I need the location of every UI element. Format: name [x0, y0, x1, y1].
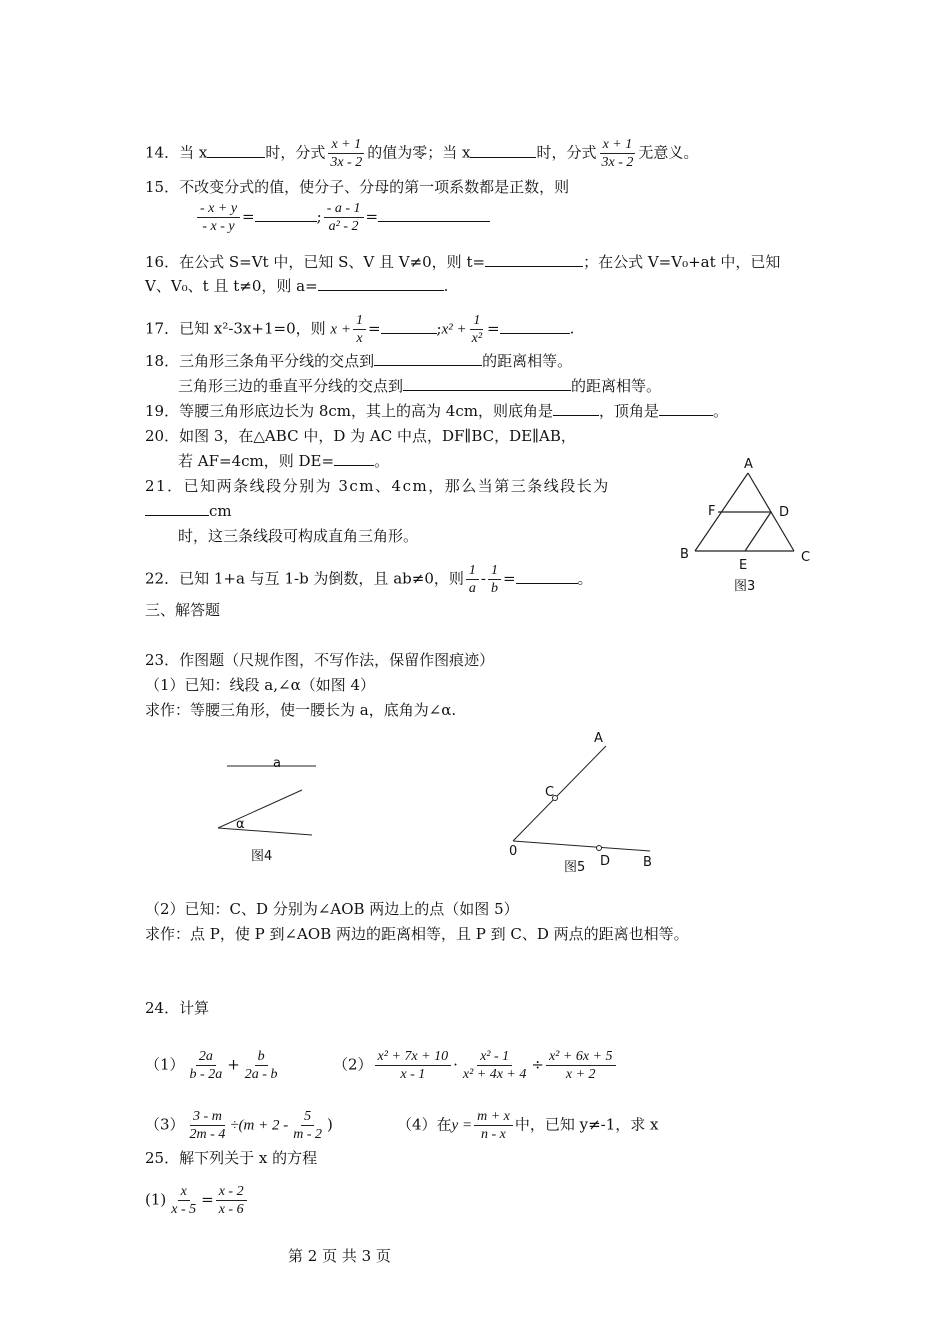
question-23: 23．作图题（尺规作图，不写作法，保留作图痕迹） [145, 651, 495, 669]
answer-blank[interactable] [381, 319, 437, 334]
question-16: 16．在公式 S=Vt 中，已知 S、V 且 V≠0，则 t= ；在公式 V=V₀+at 中，已知 [145, 253, 781, 271]
answer-blank[interactable] [516, 569, 578, 584]
question-23-part2-task: 求作：点 P，使 P 到∠AOB 两边的距离相等，且 P 到 C、D 两点的距离也相等。 [145, 925, 689, 943]
question-15-fractions: $\frac{- x + y}{- x - y}$ = ; $\frac{- a - 1}{\text{a² - 2}}$ = [195, 200, 490, 235]
question-24-part1: （1） $\frac{2a}{b - 2a}$ + $\frac{b}{2a - b}$ [145, 1049, 278, 1082]
question-19: 19．等腰三角形底边长为 8cm，其上的高为 4cm，则底角是 ，顶角是 。 [145, 402, 728, 420]
question-21-line2: cm [145, 501, 232, 521]
figure-5-caption: 图5 [564, 860, 586, 875]
question-23-part1: （1）已知：线段 a,∠α（如图 4） [145, 676, 376, 694]
label-D: D [600, 854, 611, 869]
question-16-line2: V、V₀、t 且 t≠0，则 a= . [145, 277, 449, 295]
answer-blank[interactable] [378, 207, 490, 222]
question-25-part1: (1) $\frac{x}{x - 5}$ = $\frac{x - 2}{x - 6}$ [145, 1183, 249, 1218]
answer-blank[interactable] [334, 451, 374, 466]
label-a: a [273, 756, 281, 771]
angle-ray-upper [218, 790, 302, 828]
ray-ob [513, 841, 650, 851]
label-D: D [779, 505, 790, 520]
figure-4-caption: 图4 [251, 849, 273, 864]
label-B: B [643, 855, 652, 870]
answer-blank[interactable] [255, 207, 317, 222]
question-24-part2: （2） $\frac{\text{x² + 7x + 10}}{x - 1}$ · $\frac{\text{x² - 1}}{\text{x² + 4x + 4}}$ ÷ $\frac{\text{x² + 6x + 5}}{x + 2}$ [333, 1048, 618, 1083]
question-24-part4: （4）在y = $\frac{m + x}{n - x}$ 中，已知 y≠-1，求 x [397, 1109, 659, 1142]
question-21-line3: 时，这三条线段可构成直角三角形。 [178, 527, 419, 545]
figure-3 [670, 448, 830, 598]
answer-blank[interactable] [553, 401, 599, 416]
fraction: $\frac{x + 1}{3x - 2}$ [330, 137, 363, 170]
question-15: 15．不改变分式的值，使分子、分母的第一项系数都是正数，则 [145, 178, 570, 196]
label-E: E [739, 558, 748, 573]
answer-blank[interactable] [659, 401, 713, 416]
angle-ray-lower [218, 828, 312, 835]
question-18: 18．三角形三条角平分线的交点到 的距离相等。 [145, 352, 573, 370]
figure-5 [500, 725, 670, 875]
question-23-part1-task: 求作：等腰三角形，使一腰长为 a，底角为∠α. [145, 701, 457, 719]
answer-blank[interactable] [500, 319, 570, 334]
ray-oa [513, 746, 606, 841]
question-21: 21．已知两条线段分别为 3cm、4cm，那么当第三条线段长为 [145, 477, 610, 495]
question-18-line2: 三角形三边的垂直平分线的交点到 的距离相等。 [178, 377, 662, 395]
figure-4 [210, 748, 330, 868]
answer-blank[interactable] [145, 501, 209, 516]
point-D [597, 846, 602, 851]
question-24: 24．计算 [145, 999, 210, 1017]
question-23-part2: （2）已知：C、D 分别为∠AOB 两边上的点（如图 5） [145, 900, 519, 918]
segment-de [745, 512, 771, 551]
question-20: 20．如图 3，在△ABC 中，D 为 AC 中点，DF∥BC，DE∥AB， [145, 427, 576, 445]
answer-blank[interactable] [374, 351, 482, 366]
fraction: $\frac{x + 1}{3x - 2}$ [601, 137, 634, 170]
question-25: 25．解下列关于 x 的方程 [145, 1149, 318, 1167]
answer-blank[interactable] [470, 143, 536, 158]
question-14: 14．当 x 时，分式 $\frac{x + 1}{3x - 2}$ 的值为零；当 x 时，分式 $\frac{x + 1}{3x - 2}$ 无意义。 [145, 137, 699, 170]
question-17: 17．已知 x²-3x+1=0，则 x + $\frac{1}{x}$ = ;x² + $\frac{1}{\text{x²}}$ = . [145, 313, 575, 346]
figure-3-caption: 图3 [734, 579, 756, 594]
section-title: 三、解答题 [145, 601, 221, 619]
page-footer: 第 2 页 共 3 页 [288, 1247, 391, 1265]
label-C: C [545, 785, 555, 800]
label-O: 0 [509, 844, 518, 859]
question-22: 22．已知 1+a 与互 1-b 为倒数，且 ab≠0，则 $\frac{1}{a}$ - $\frac{1}{b}$ = 。 [145, 563, 593, 596]
answer-blank[interactable] [485, 252, 583, 267]
label-C: C [801, 550, 811, 565]
answer-blank[interactable] [403, 376, 571, 391]
question-24-part3: （3） $\frac{3 - m}{2m - 4}$ ÷(m + 2 - $\frac{5}{m - 2}$ ) [145, 1109, 333, 1142]
label-F: F [708, 504, 716, 519]
question-20-line2: 若 AF=4cm，则 DE= 。 [178, 452, 390, 470]
label-A: A [594, 731, 603, 746]
label-B: B [680, 547, 689, 562]
answer-blank[interactable] [207, 143, 265, 158]
answer-blank[interactable] [318, 276, 444, 291]
label-alpha: α [236, 817, 245, 832]
label-A: A [744, 457, 753, 472]
